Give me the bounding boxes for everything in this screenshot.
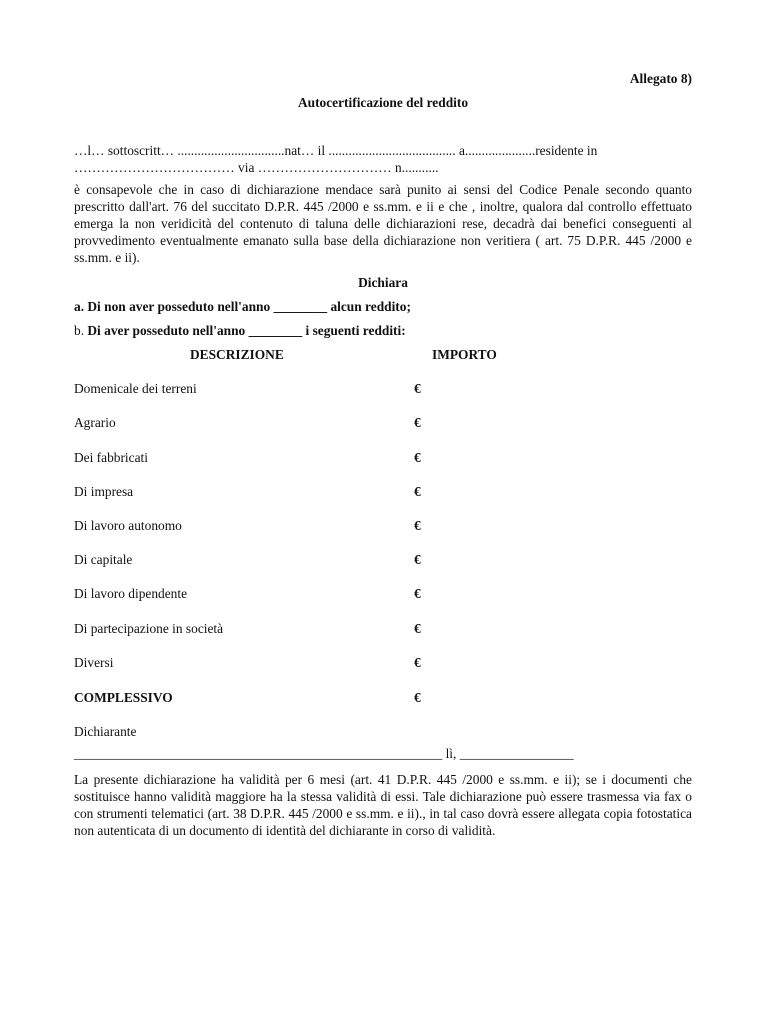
- euro-symbol: €: [414, 518, 421, 533]
- option-a: a. Di non aver posseduto nell'anno ________ alcun reddito;: [74, 299, 411, 314]
- euro-symbol: €: [414, 552, 421, 567]
- income-row-label: Di partecipazione in società: [74, 621, 224, 636]
- total-row: [74, 689, 692, 706]
- euro-symbol: €: [414, 450, 421, 465]
- income-row-label: Diversi: [74, 655, 114, 670]
- income-row: [74, 380, 692, 397]
- intro-line-2: ……………………………… via ………………………… n...........: [74, 160, 439, 175]
- dichiarante-label: Dichiarante: [74, 724, 137, 739]
- intro-block: [74, 142, 692, 176]
- income-row: [74, 449, 692, 466]
- signature-line: _______________________________________________________ lì, _________________: [74, 746, 574, 761]
- income-row-label: Dei fabbricati: [74, 450, 148, 465]
- option-b: [74, 322, 406, 339]
- income-row: [74, 654, 692, 671]
- euro-symbol: €: [414, 690, 421, 705]
- option-b-prefix: b.: [74, 323, 88, 338]
- income-row-label: Domenicale dei terreni: [74, 381, 197, 396]
- euro-symbol: €: [414, 484, 421, 499]
- income-row: [74, 414, 692, 431]
- euro-symbol: €: [414, 655, 421, 670]
- income-row-label: Di impresa: [74, 484, 134, 499]
- income-row-label: Di capitale: [74, 552, 133, 567]
- allegato-label: Allegato 8): [629, 71, 692, 86]
- intro-line-1: …l… sottoscritt… ................................nat… il ...................................... a.....................residente in: [74, 143, 598, 158]
- income-row: [74, 620, 692, 637]
- income-row-label: Di lavoro dipendente: [74, 586, 188, 601]
- option-b-text: Di aver posseduto nell'anno ________ i seguenti redditi:: [87, 323, 406, 338]
- income-row-label: Di lavoro autonomo: [74, 518, 182, 533]
- income-row: [74, 585, 692, 602]
- footer-paragraph: La presente dichiarazione ha validità per 6 mesi (art. 41 D.P.R. 445 /2000 e ss.mm. e ii); se i documenti che sostituisce hanno validità maggiore ha la stessa validità di essi. Tale dichiarazione può essere trasmessa via fax o con strumenti telematici (art. 38 D.P.R. 445 /2000 e ss.mm. e ii)., in tal caso dovrà essere allegata copia fotostatica non autenticata di un documento di identità del dichiarante in corso di validità.: [74, 772, 692, 838]
- income-row: [74, 551, 692, 568]
- column-header-descrizione: DESCRIZIONE: [190, 347, 284, 362]
- income-row-label: Agrario: [74, 415, 116, 430]
- euro-symbol: €: [414, 621, 421, 636]
- income-row: [74, 517, 692, 534]
- euro-symbol: €: [414, 381, 421, 396]
- consapevole-paragraph: è consapevole che in caso di dichiarazione mendace sarà punito ai sensi del Codice Penale secondo quanto prescritto dall'art. 76 del succitato D.P.R. 445 /2000 e ss.mm. e ii e che , inoltre, qualora dal controllo effettuato emerga la non veridicità del contenuto di taluna delle dichiarazioni rese, decadrà dai benefici conseguenti al provvedimento eventualmente emanato sulla base della dichiarazione non veritiera ( art. 75 D.P.R. 445 /2000 e ss.mm. e ii).: [74, 182, 692, 265]
- dichiara-heading: Dichiara: [358, 275, 408, 290]
- total-label: COMPLESSIVO: [74, 690, 173, 705]
- euro-symbol: €: [414, 415, 421, 430]
- column-header-importo: IMPORTO: [432, 347, 497, 362]
- income-row: [74, 483, 692, 500]
- document-title: Autocertificazione del reddito: [297, 95, 469, 110]
- euro-symbol: €: [414, 586, 421, 601]
